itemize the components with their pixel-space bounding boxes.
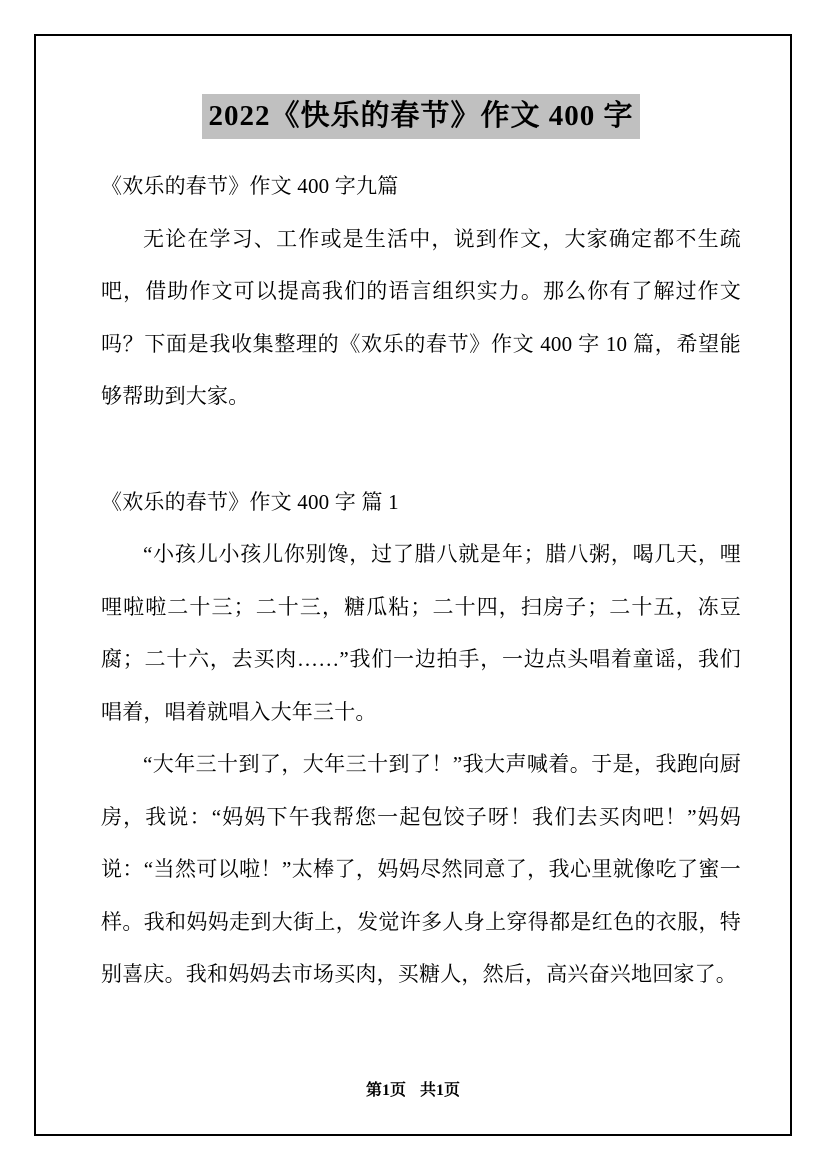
section-heading: 《欢乐的春节》作文 400 字 篇 1 xyxy=(101,489,399,514)
subtitle: 《欢乐的春节》作文 400 字九篇 xyxy=(101,174,399,198)
title-highlight: 2022《快乐的春节》作文 400 字 xyxy=(202,94,639,139)
essay-paragraph-2: “大年三十到了，大年三十到了！”我大声喊着。于是，我跑向厨房，我说：“妈妈下午我帮您一起包饺子呀！我们去买肉吧！”妈妈说：“当然可以啦！”太棒了，妈妈尽然同意了，我心里就像吃了蜜一样。我和妈妈走到大街上，发觉许多人身上穿得都是红色的衣服，特别喜庆。我和妈妈去市场买肉，买糖人，然后，高兴奋兴地回家了。 xyxy=(101,752,741,986)
page-border xyxy=(34,34,792,1136)
total-pages-label: 共1页 xyxy=(420,1082,461,1099)
document-title xyxy=(101,94,741,139)
current-page-label: 第1页 xyxy=(365,1082,406,1099)
essay-paragraph-1: “小孩儿小孩儿你别馋，过了腊八就是年；腊八粥，喝几天，哩哩啦啦二十三；二十三，糖瓜粘；二十四，扫房子；二十五，冻豆腐；二十六，去买肉……”我们一边拍手，一边点头唱着童谣，我们唱着，唱着就唱入大年三十。 xyxy=(101,542,741,724)
document-body xyxy=(101,94,741,1001)
intro-paragraph: 无论在学习、工作或是生活中，说到作文，大家确定都不生疏吧，借助作文可以提高我们的语言组织实力。那么你有了解过作文吗？下面是我收集整理的《欢乐的春节》作文 400 字 10 篇，希望能够帮助到大家。 xyxy=(101,226,741,408)
page-footer xyxy=(36,1077,790,1100)
